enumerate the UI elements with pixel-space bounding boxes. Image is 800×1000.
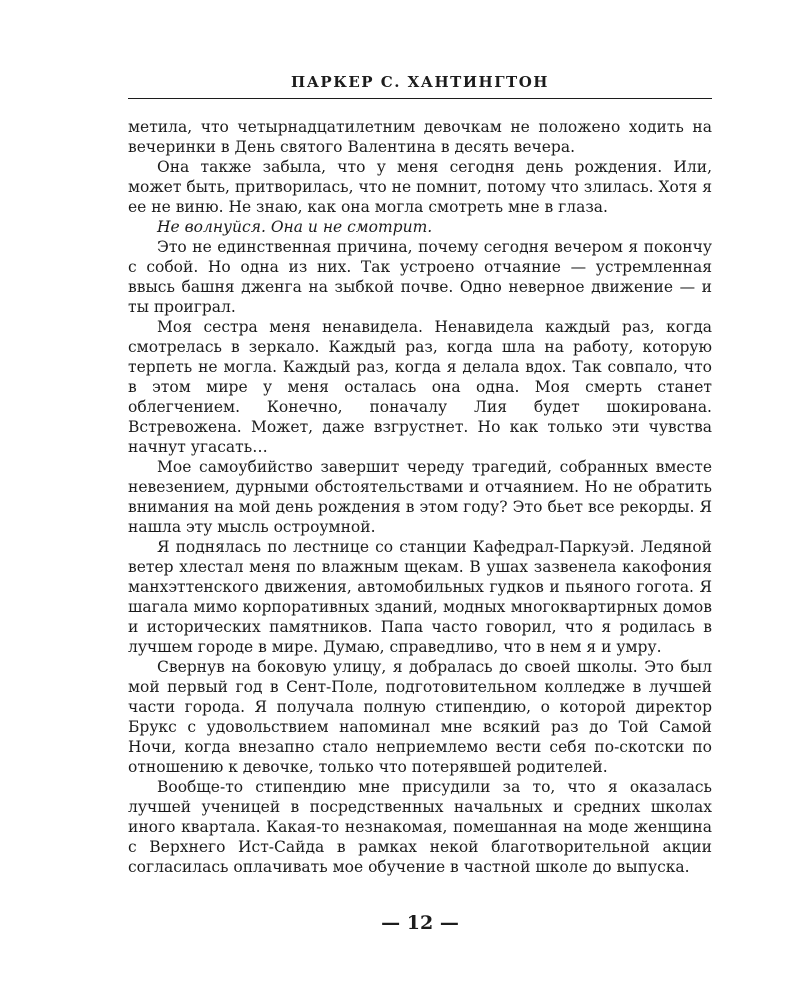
body-text [128,117,712,877]
paragraph: Моя сестра меня ненавидела. Ненавидела каждый раз, когда смотрелась в зеркало. Каждый раз, когда шла на работу, которую терпеть не могла. Каждый раз, когда я делала вдох. Так совпало, что в этом мире у меня осталась она одна. Моя смерть станет облегчением. Конечно, поначалу Лия будет шокирована. Встревожена. Может, даже взгрустнет. Но как только эти чувства начнут угасать… [128,318,712,456]
paragraph: Это не единственная причина, почему сегодня вечером я покончу с собой. Но одна из них. Так устроено отчаяние — устремленная ввысь башня дженга на зыбкой почве. Одно неверное движение — и ты проиграл. [128,238,712,316]
paragraph: Свернув на боковую улицу, я добралась до своей школы. Это был мой первый год в Сент-Поле, подготовительном колледже в лучшей части города. Я получала полную стипендию, о которой директор Брукс с удовольствием напоминал мне всякий раз до Той Самой Ночи, когда внезапно стало неприемлемо вести себя по-скотски по отношению к девочке, только что потерявшей родителей. [128,658,712,776]
paragraph: Я поднялась по лестнице со станции Кафедрал-Паркуэй. Ледяной ветер хлестал меня по влажным щекам. В ушах зазвенела какофония манхэттенского движения, автомобильных гудков и пьяного гогота. Я шагала мимо корпоративных зданий, модных многоквартирных домов и исторических памятников. Папа часто говорил, что я родилась в лучшем городе в мире. Думаю, справедливо, что в нем я и умру. [128,538,712,656]
paragraph: метила, что четырнадцатилетним девочкам не положено ходить на вечеринки в День святого Валентина в десять вечера. [128,118,712,156]
page-number: — 12 — [381,912,459,934]
italic-thought: Не волнуйся. Она и не смотрит. [157,218,433,236]
paragraph: Мое самоубийство завершит череду трагедий, собранных вместе невезением, дурными обстоятельствами и отчаянием. Но не обратить внимания на мой день рождения в этом году? Это бьет все рекорды. Я нашла эту мысль остроумной. [128,458,712,536]
paragraph: Она также забыла, что у меня сегодня день рождения. Или, может быть, притворилась, что не помнит, потому что злилась. Хотя я ее не виню. Не знаю, как она могла смотреть мне в глаза. [128,158,712,216]
paragraph: Вообще-то стипендию мне присудили за то, что я оказалась лучшей ученицей в посредственных начальных и средних школах иного квартала. Какая-то незнакомая, помешанная на моде женщина с Верхнего Ист-Сайда в рамках некой благотворительной акции согласилась оплачивать мое обучение в частной школе до выпуска. [128,778,712,876]
header-rule [128,98,712,99]
running-head: ПАРКЕР С. ХАНТИНГТОН [291,73,549,91]
